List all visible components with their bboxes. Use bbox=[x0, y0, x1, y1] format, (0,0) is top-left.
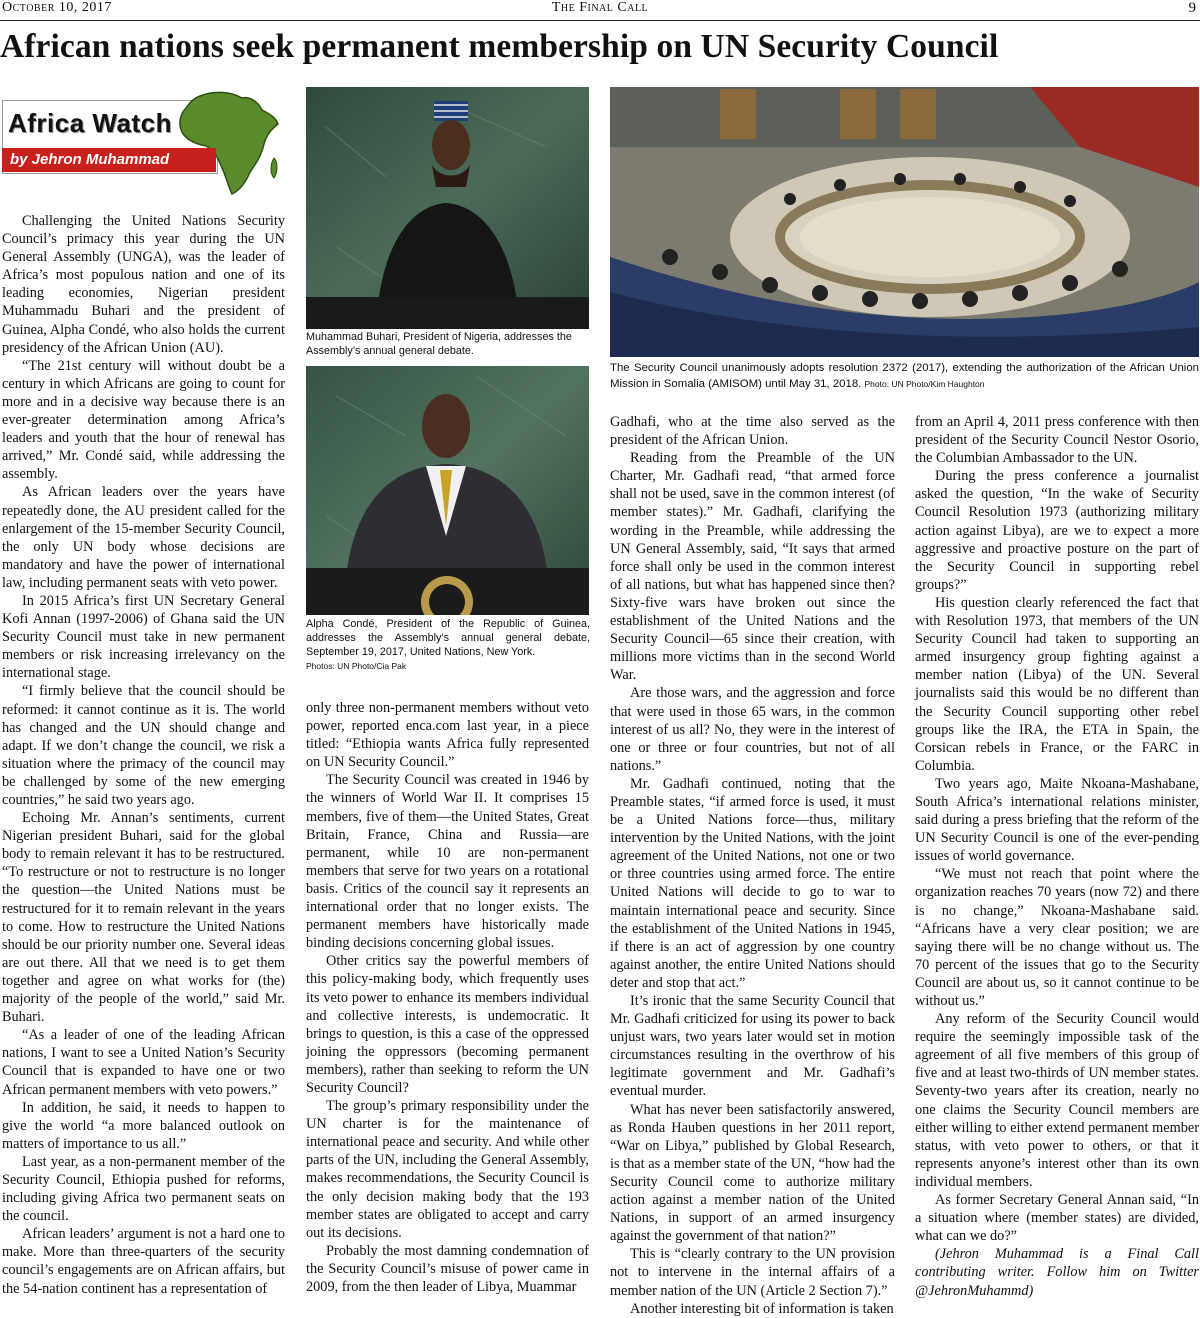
paragraph: “The 21st century will without doubt be a century in which Africans are going to count for more and in a decisive way because there is an ever-greater determination among Africa’s leaders and youth that the hour of renewal has arrived,” Mr. Condé said, while addressing the assembly. bbox=[2, 357, 285, 483]
council-photo-credit: Photo: UN Photo/Kim Haughton bbox=[864, 379, 985, 389]
author-signature: (Jehron Muhammad is a Final Call contributing writer. Follow him on Twitter @JehronMuhammd) bbox=[915, 1246, 1199, 1299]
paragraph: The group’s primary responsibility under the UN charter is for the maintenance of international peace and security. And while other parts of the UN, including the General Assembly, makes recommendations, the Security Council is the only decision making body that the 193 member states are obligated to accept and carry out its decisions. bbox=[306, 1098, 589, 1241]
paragraph: Mr. Gadhafi continued, noting that the Preamble states, “if armed force is used, it must be a United Nations force—thus, military intervention by the United Nations, with the joint agreement of the United Nations, not one or two or three countries using armed force. The entire United Nations will decide to go to war to maintain international peace and security. Since the establishment of the United Nations in 1945, if there is an act of aggression by one country against another, the entire United Nations should deter and stop that act.” bbox=[610, 775, 895, 991]
paragraph: from an April 4, 2011 press conference with then president of the Security Council Nestor Osorio, the Columbian Ambassador to the UN. bbox=[915, 414, 1199, 467]
paragraph: As former Secretary General Annan said, “In a situation where (member states) are divided, what can we do?” bbox=[915, 1192, 1199, 1245]
security-council-photo bbox=[610, 87, 1199, 357]
page-header bbox=[0, 0, 1200, 21]
paragraph: During the press conference a journalist asked the question, “In the wake of Security Council Resolution 1973 (authorizing military action against Libya), are we to expect a more aggressive and proactive posture on the part of the Security Council in supporting rebel groups?” bbox=[915, 468, 1199, 593]
council-photo-illustration bbox=[610, 87, 1199, 357]
logo-byline: by Jehron Muhammad bbox=[2, 148, 216, 172]
paragraph: His question clearly referenced the fact that with Resolution 1973, that members of the UN Security Council had taken to supporting an armed insurgency group fighting against a member nation (Libya) of the UN. Several journalists said this would be no different than the Security Council supporting other rebel groups like the IRA, the ETA in Spain, the Corsican rebels in France, or the FARC in Columbia. bbox=[915, 594, 1199, 774]
paragraph: The Security Council was created in 1946 by the winners of World War II. It comprises 15 members, five of them—the United States, Great Britain, France, China and Russia—are permanent, while 10 are non-permanent members that serve for two years on a rotational basis. Critics of the council say it represents an international order that no longer exists. The permanent members have historically made binding decisions concerning global issues. bbox=[306, 772, 589, 952]
paragraph: “We must not reach that point where the organization reaches 70 years (now 72) and there is no change,” Nkoana-Mashabane said. “Africans have a very clear position; we are saying there will be no change without us. The 70 percent of the issues that go to the Security Council are about us, so it cannot continue to be without us.” bbox=[915, 866, 1199, 1009]
column-logo bbox=[2, 88, 286, 198]
paragraph: Challenging the United Nations Security Council’s primacy this year during the UN General Assembly (UNGA), was the leader of Africa’s most populous nation and one of its leading economies, Nigerian president Muhammadu Buhari and the president of Guinea, Alpha Condé, who also holds the current presidency of the African Union (AU). bbox=[2, 213, 285, 356]
paragraph: What has never been satisfactorily answered, as Ronda Hauben questions in her 2011 report, “War on Libya,” published by Global Research, is that as a member state of the UN, “how had the Security Council come to authorize military action against a member nation of the United Nations, in support of an armed insurgency against the government of that nation?” bbox=[610, 1101, 895, 1245]
article-column-4 bbox=[915, 413, 1199, 1300]
africa-map-icon bbox=[170, 88, 286, 198]
paragraph: Another interesting bit of information is taken bbox=[630, 1300, 894, 1317]
paragraph: In 2015 Africa’s first UN Secretary General Kofi Annan (1997-2006) of Ghana said the UN Security Council must take in new permanent members or risk increasing irrelevancy on the international stage. bbox=[2, 592, 285, 682]
conde-photo-illustration bbox=[306, 366, 589, 615]
paragraph: “I firmly believe that the council should be reformed: it cannot continue as it is. The world has changed and the UN should change and adapt. If we don’t change the council, we risk a situation where the primacy of the council may be challenged by some of the new emerging countries,” he said two years ago. bbox=[2, 683, 285, 808]
paragraph: Probably the most damning condemnation of the Security Council’s misuse of power came in 2009, from the then leader of Libya, Muammar bbox=[306, 1242, 589, 1295]
publication-name: The Final Call bbox=[551, 0, 649, 15]
buhari-photo bbox=[306, 87, 589, 329]
article-column-1 bbox=[2, 212, 285, 1298]
paragraph: As African leaders over the years have repeatedly done, the AU president called for the enlargement of the 15-member Security Council, the only UN body whose decisions are mandatory and have the power of international law, including permanent seats with veto power. bbox=[2, 484, 285, 591]
article-column-3 bbox=[610, 413, 895, 1318]
article-column-2 bbox=[306, 699, 589, 1296]
logo-title: Africa Watch bbox=[8, 108, 172, 138]
conde-caption-text: Alpha Condé, President of the Republic of Guinea, addresses the Assembly’s annual general debate, September 19, 2017, United Nations, New York. bbox=[306, 618, 590, 658]
paragraph: African leaders’ argument is not a hard one to make. More than three-quarters of the security council’s engagements are on African affairs, but the 54-nation continent has a representation of bbox=[2, 1226, 285, 1297]
paragraph: In addition, he said, it needs to happen to give the world “a more balanced outlook on matters of importance to us all.” bbox=[2, 1099, 285, 1152]
paragraph: Other critics say the powerful members of this policy-making body, which frequently uses its veto power to enhance its members individual and collective interests, is undemocratic. It brings to question, is this a case of the oppressed joining the oppressors (becoming permanent members), rather than seeking to reform the UN Security Council? bbox=[306, 953, 589, 1096]
council-caption-text: The Security Council unanimously adopts resolution 2372 (2017), extending the authorization of the African Union Mission in Somalia (AMISOM) until May 31, 2018. bbox=[610, 362, 1199, 390]
paragraph: “As a leader of one of the leading African nations, I want to see a United Nation’s Security Council that is expanded to have one or two African permanent members with veto powers.” bbox=[2, 1027, 285, 1098]
buhari-photo-illustration bbox=[306, 87, 589, 329]
paragraph: Are those wars, and the aggression and force that were used in those 65 wars, in the common interest of us all? No, they were in the interest of one or three or four countries, but not of all nations.” bbox=[610, 685, 895, 774]
conde-photo-caption bbox=[306, 617, 590, 673]
paragraph: Two years ago, Maite Nkoana-Mashabane, South Africa’s international relations minister, said during a press briefing that the reform of the UN Security Council is one of the ever-pending issues of world governance. bbox=[915, 775, 1199, 865]
paragraph: Reading from the Preamble of the UN Charter, Mr. Gadhafi read, “that armed force shall not be used, save in the common interest (of member states).” Mr. Gadhafi, clarifying the wording in the Preamble, while addressing the UN General Assembly, said, “It says that armed force shall only be used in the common interest of all nations, but what has happened since then? Sixty-five wars have broken out since the establishment of the United Nations and the Security Council—65 since their creation, with millions more victims than in the second World War. bbox=[610, 450, 895, 684]
paragraph: Any reform of the Security Council would require the seemingly impossible task of the agreement of all five members of this group of five and at least two-thirds of UN member states. Seventy-two years after its creation, nearly no one claims the Security Council members are either willing to either extend permanent member status, with veto power to others, or that it represents anyone’s interest other than its own individual members. bbox=[915, 1011, 1199, 1190]
buhari-photo-caption: Muhammad Buhari, President of Nigeria, addresses the Assembly’s annual general debate. bbox=[306, 331, 572, 357]
headline: African nations seek permanent membership on UN Security Council bbox=[0, 28, 999, 65]
paragraph: It’s ironic that the same Security Council that Mr. Gadhafi criticized for using its power to back unjust wars, two years later would set in motion circumstances resulting in the overthrow of his legitimate government and Mr. Gadhafi’s eventual murder. bbox=[610, 993, 895, 1100]
paragraph: Last year, as a non-permanent member of the Security Council, Ethiopia pushed for reforms, including giving Africa two permanent seats on the council. bbox=[2, 1153, 285, 1225]
security-council-photo-caption bbox=[610, 360, 1199, 392]
issue-date: October 10, 2017 bbox=[2, 0, 112, 15]
conde-photo bbox=[306, 366, 589, 615]
paragraph: Gadhafi, who at the time also served as the president of the African Union. bbox=[610, 414, 895, 449]
conde-photo-credit: Photos: UN Photo/Cia Pak bbox=[306, 661, 407, 671]
paragraph: This is “clearly contrary to the UN provision not to intervene in the internal affairs of a member nation of the UN (Article 2 Section 7).” bbox=[610, 1246, 895, 1299]
page-number: 9 bbox=[1188, 0, 1196, 16]
paragraph: Echoing Mr. Annan’s sentiments, current Nigerian president Buhari, said for the global body to remain relevant it has to be restructured. “To restructure or not to restructure is no longer the question—the United Nations must be restructured for it to remain relevant in the years to come. How to restructure the United Nations should be our priority number one. Several ideas are out there. All that we need is to get them together and agree on what works for (the) majority of the people of the world,” said Mr. Buhari. bbox=[2, 810, 285, 1026]
paragraph: only three non-permanent members without veto power, reported enca.com last year, in a piece titled: “Ethiopia wants Africa fully represented on UN Security Council.” bbox=[306, 700, 589, 771]
